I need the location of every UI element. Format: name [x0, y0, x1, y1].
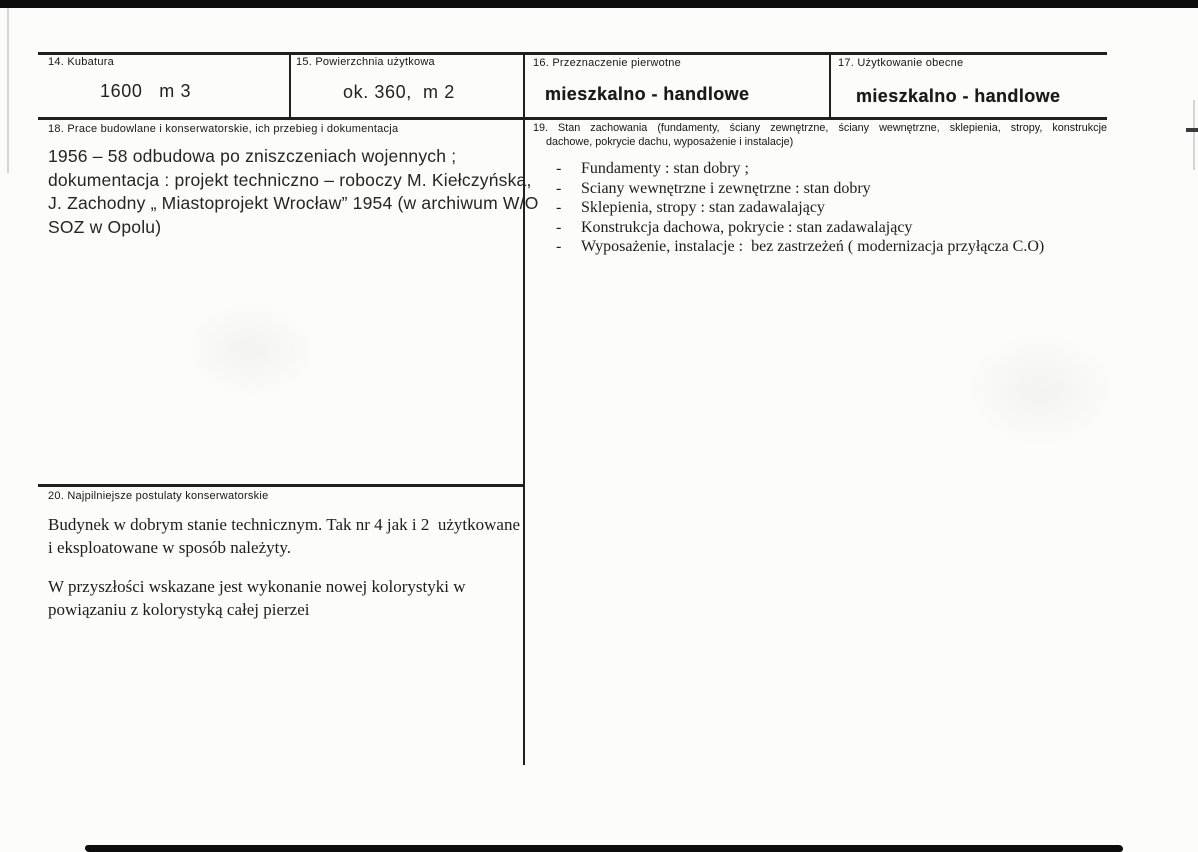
- scan-smudge: [960, 330, 1120, 450]
- section-19-label-line1: 19. Stan zachowania (fundamenty, ściany zewnętrzne, ściany wewnętrzne, sklepienia, stropy, konstrukcje: [533, 122, 1107, 134]
- list-item-text: Sciany wewnętrzne i zewnętrzne : stan dobry: [581, 179, 871, 197]
- list-item: [556, 237, 1044, 257]
- table-row1-bottom-border: [38, 117, 1107, 120]
- scan-smudge: [180, 300, 320, 400]
- list-item-text: Konstrukcja dachowa, pokrycie : stan zadawalający: [581, 218, 913, 236]
- dash-bullet: -: [556, 199, 562, 216]
- dash-bullet: -: [556, 160, 562, 177]
- section-19-label: [533, 122, 1107, 149]
- field-15-label: 15. Powierzchnia użytkowa: [296, 56, 435, 68]
- section-19-label-line2: dachowe, pokrycie dachu, wyposażenie i instalacje): [546, 135, 794, 148]
- divider-14-15: [289, 52, 291, 118]
- divider-16-17: [829, 52, 831, 120]
- scan-right-streak: [1193, 100, 1195, 170]
- section-20-line: powiązaniu z kolorystyką całej pierzei: [48, 600, 310, 619]
- field-14-label: 14. Kubatura: [48, 56, 114, 68]
- list-item: [556, 159, 1044, 179]
- section-18-line: J. Zachodny „ Miastoprojekt Wrocław” 1954 (w archiwum W/O: [48, 193, 539, 213]
- table-top-border: [38, 52, 1107, 55]
- scan-top-edge-bar: [0, 0, 1198, 8]
- section-20-line: W przyszłości wskazane jest wykonanie nowej kolorystyki w: [48, 577, 466, 596]
- list-item: [556, 198, 1044, 218]
- section-20-line: i eksploatowane w sposób należyty.: [48, 538, 291, 557]
- scan-left-streak: [7, 8, 9, 173]
- dash-bullet: -: [556, 238, 562, 255]
- dash-bullet: -: [556, 179, 562, 197]
- list-item: [556, 218, 1044, 238]
- field-16-value: mieszkalno - handlowe: [545, 84, 750, 104]
- list-item: [556, 179, 1044, 199]
- section-18-line: SOZ w Opolu): [48, 216, 162, 237]
- section-18-line: dokumentacja : projekt techniczno – roboczy M. Kiełczyńska,: [48, 169, 532, 190]
- section-18-line: 1956 – 58 odbudowa po zniszczeniach wojennych ;: [48, 146, 457, 166]
- field-16-label: 16. Przeznaczenie pierwotne: [533, 57, 681, 69]
- list-item-text: Fundamenty : stan dobry ;: [581, 160, 749, 177]
- list-item-text: Wyposażenie, instalacje : bez zastrzeżeń ( modernizacja przyłącza C.O): [581, 238, 1045, 255]
- section20-top-border: [38, 484, 525, 487]
- section-19-condition-list: [556, 159, 1044, 257]
- scan-bottom-edge-bar: [85, 845, 1123, 852]
- section-18-text: [48, 145, 539, 239]
- field-14-value: 1600 m 3: [100, 81, 192, 101]
- field-17-label: 17. Użytkowanie obecne: [838, 57, 964, 69]
- dash-bullet: -: [556, 218, 562, 236]
- section-20-text: [48, 513, 520, 621]
- field-17-value: mieszkalno - handlowe: [856, 86, 1061, 106]
- field-15-value: ok. 360, m 2: [343, 82, 455, 102]
- section-20-label: 20. Najpilniejsze postulaty konserwatorskie: [48, 490, 269, 502]
- scan-right-dash: [1186, 128, 1198, 132]
- list-item-text: Sklepienia, stropy : stan zadawalający: [581, 199, 825, 216]
- section-20-line: Budynek w dobrym stanie technicznym. Tak nr 4 jak i 2 użytkowane: [48, 515, 521, 534]
- section-18-label: 18. Prace budowlane i konserwatorskie, ich przebieg i dokumentacja: [48, 123, 399, 135]
